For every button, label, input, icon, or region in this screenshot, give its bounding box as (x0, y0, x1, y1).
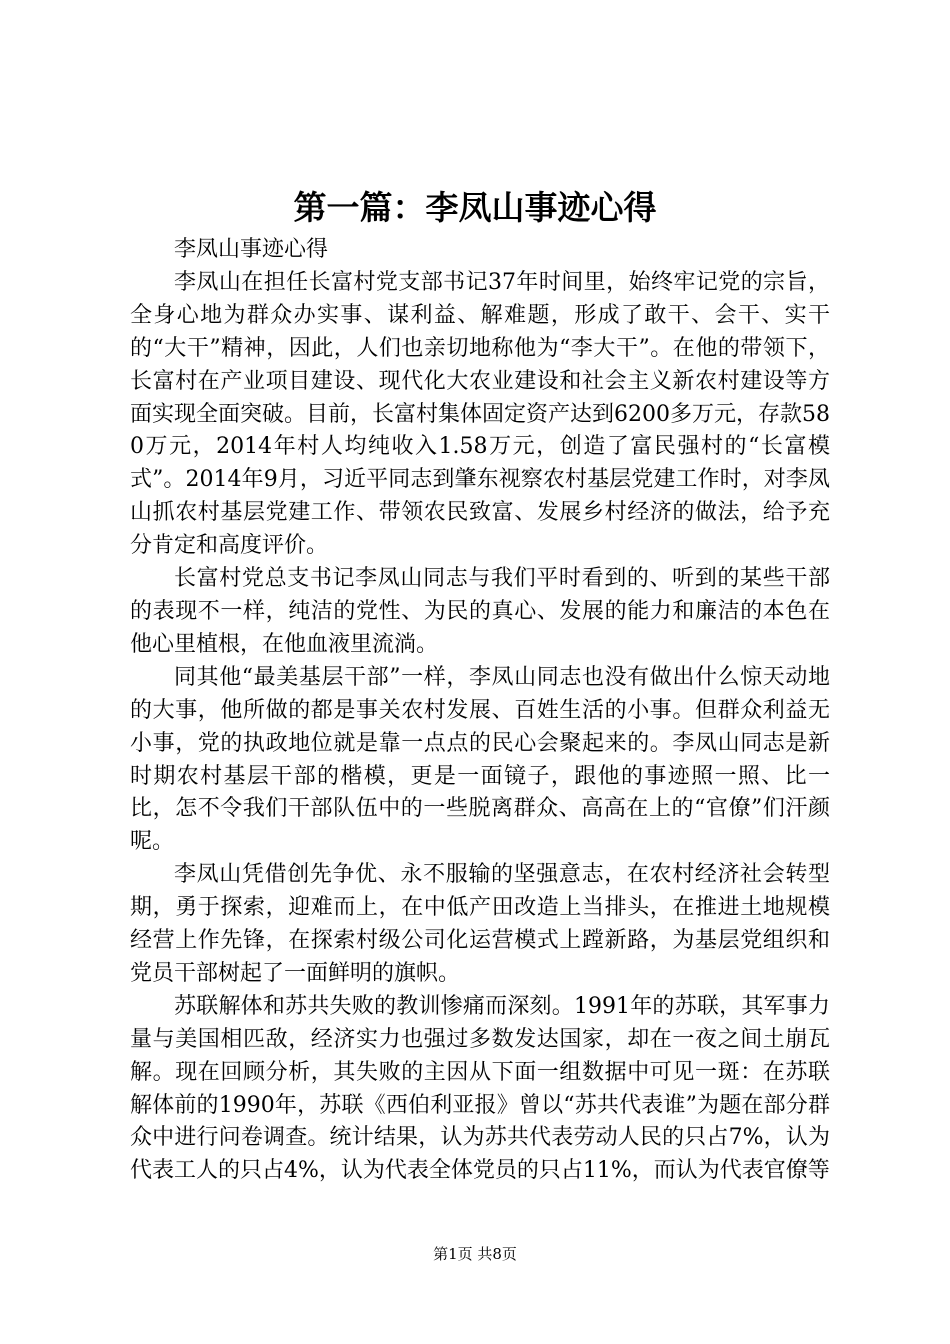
body-paragraph: 李凤山事迹心得 (174, 237, 329, 262)
body-paragraph: 同其他“最美基层干部”一样，李凤山同志也没有做出什么惊天动地的大事，他所做的都是事关农村发展、百姓生活的小事。但群众利益无小事，党的执政地位就是靠一点点的民心会聚起来的。李凤山同志是新时期农村基层干部的楷模，更是一面镜子，跟他的事迹照一照、比一比，怎不令我们干部队伍中的一些脱离群众、高高在上的“官僚”们汗颜呢。 (130, 664, 830, 855)
page-footer: 第1页 共8页 (433, 1245, 517, 1263)
body-paragraph: 李凤山在担任长富村党支部书记37年时间里，始终牢记党的宗旨，全身心地为群众办实事、谋利益、解难题，形成了敢干、会干、实干的“大干”精神，因此，人们也亲切地称他为“李大干”。在他的带领下，长富村在产业项目建设、现代化大农业建设和社会主义新农村建设等方面实现全面突破。目前，长富村集体固定资产达到6200多万元，存款580万元，2014年村人均纯收入1.58万元，创造了富民强村的“长富模式”。2014年9月，习近平同志到肇东视察农村基层党建工作时，对李凤山抓农村基层党建工作、带领农民致富、发展乡村经济的做法，给予充分肯定和高度评价。 (130, 269, 830, 559)
body-paragraph: 长富村党总支书记李凤山同志与我们平时看到的、听到的某些干部的表现不一样，纯洁的党性、为民的真心、发展的能力和廉洁的本色在他心里植根，在他血液里流淌。 (130, 566, 830, 657)
document-title: 第一篇：李凤山事迹心得 (293, 188, 657, 227)
body-paragraph: 苏联解体和苏共失败的教训惨痛而深刻。1991年的苏联，其军事力量与美国相匹敌，经济实力也强过多数发达国家，却在一夜之间土崩瓦解。现在回顾分析，其失败的主因从下面一组数据中可见一斑：在苏联解体前的1990年，苏联《西伯利亚报》曾以“苏共代表谁”为题在部分群众中进行问卷调查。统计结果，认为苏共代表劳动人民的只占7%，认为代表工人的只占4%，认为代表全体党员的只占11%，而认为代表官僚等 (130, 993, 830, 1184)
document-body (130, 234, 830, 1188)
body-paragraph: 李凤山凭借创先争优、永不服输的坚强意志，在农村经济社会转型期，勇于探索，迎难而上，在中低产田改造上当排头，在推进土地规模经营上作先锋，在探索村级公司化运营模式上蹚新路，为基层党组织和党员干部树起了一面鲜明的旗帜。 (130, 862, 830, 986)
